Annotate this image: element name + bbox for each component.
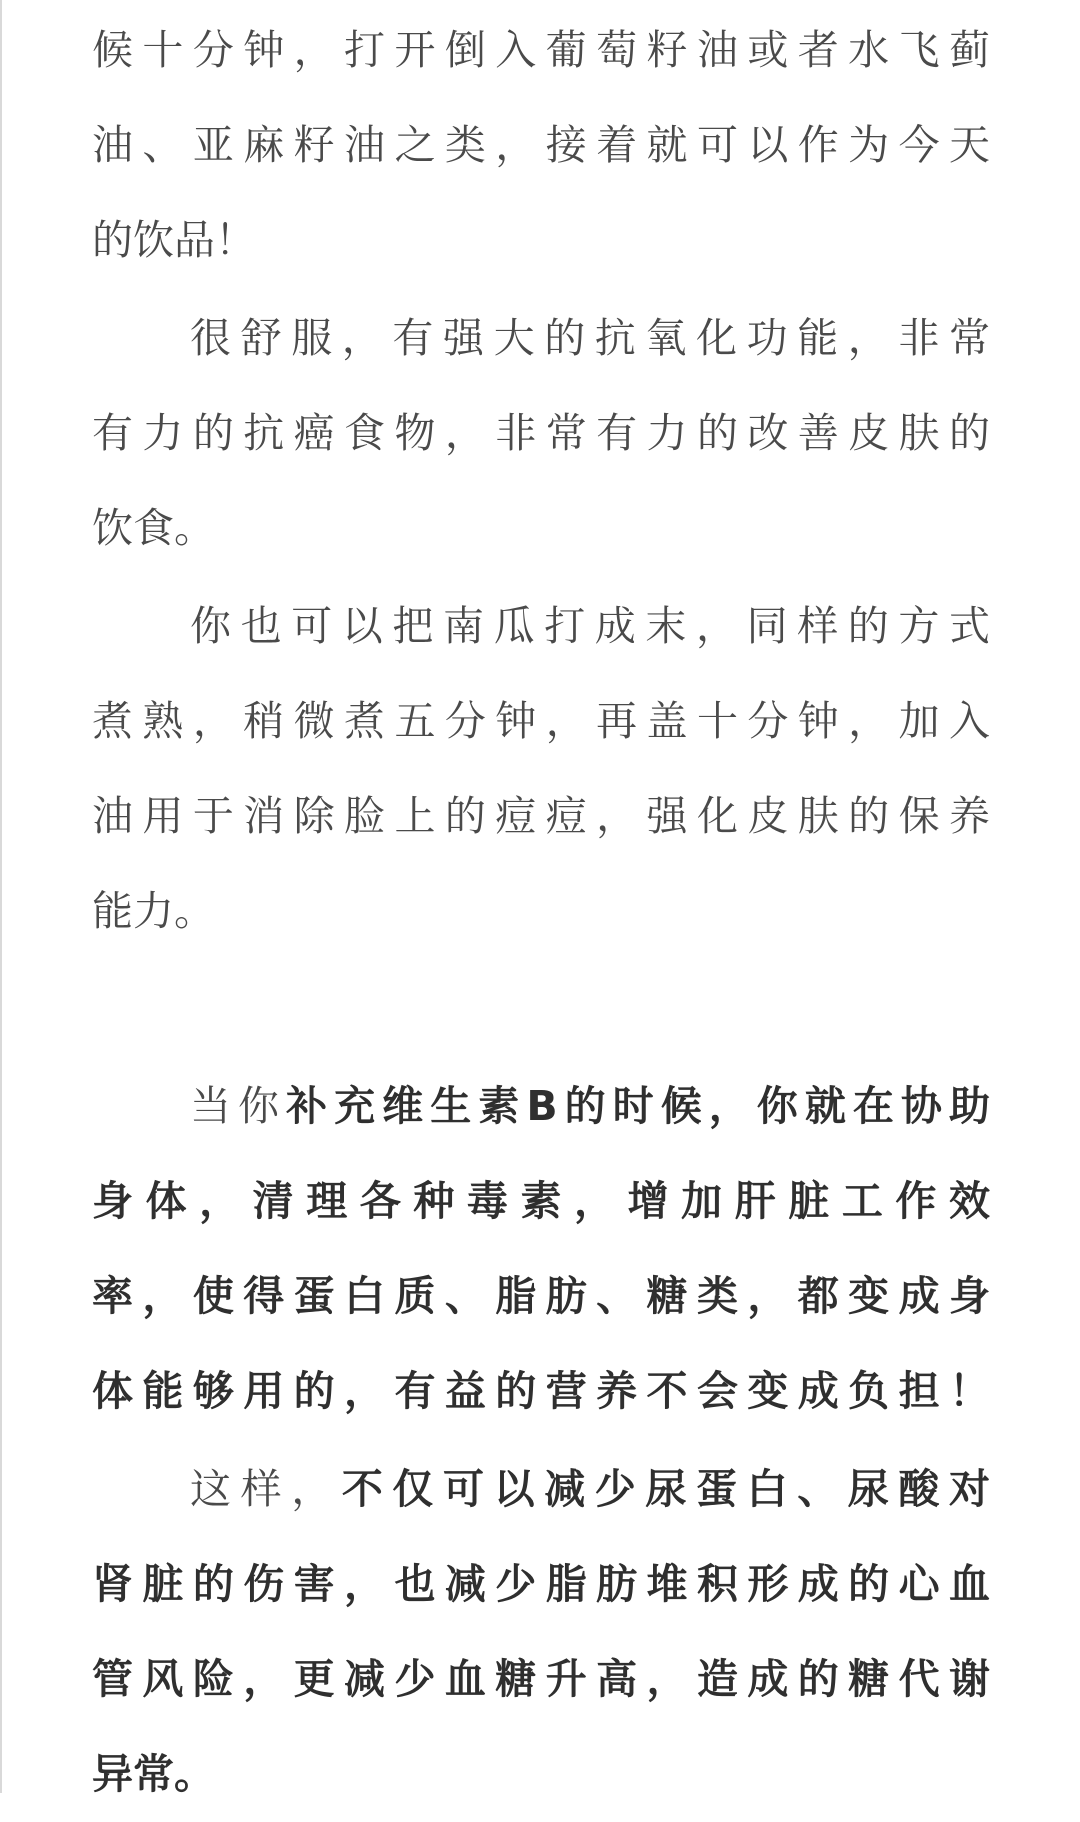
paragraph-3-line-1: 你也可以把南瓜打成末，同样的方式 xyxy=(190,602,990,650)
paragraph-3-line-3: 油用于消除脸上的痘痘，强化皮肤的保养 xyxy=(92,792,990,840)
paragraph-2-line-1: 很舒服，有强大的抗氧化功能，非常 xyxy=(190,314,990,362)
paragraph-5-bold-text: 不仅可以减少尿蛋白、尿酸对 xyxy=(341,1465,991,1513)
paragraph-1-line-2: 油、亚麻籽油之类，接着就可以作为今天 xyxy=(92,121,990,169)
paragraph-5-lead-text: 这样， xyxy=(190,1465,342,1513)
paragraph-4-line-3: 率，使得蛋白质、脂肪、糖类，都变成身 xyxy=(92,1272,990,1320)
paragraph-4-line-2: 身体，清理各种毒素，增加肝脏工作效 xyxy=(92,1177,990,1225)
paragraph-2-line-2: 有力的抗癌食物，非常有力的改善皮肤的 xyxy=(92,409,990,457)
paragraph-4-lead-text: 当你 xyxy=(190,1082,287,1130)
paragraph-1-line-1: 候十分钟，打开倒入葡萄籽油或者水飞蓟 xyxy=(92,26,990,74)
paragraph-5-line-1 xyxy=(92,1441,990,1537)
paragraph-3-line-2: 煮熟，稍微煮五分钟，再盖十分钟，加入 xyxy=(92,697,990,745)
paragraph-2-line-3: 饮食。 xyxy=(92,504,215,552)
paragraph-4-line-4: 体能够用的，有益的营养不会变成负担！ xyxy=(92,1367,990,1415)
paragraph-5-line-4: 异常。 xyxy=(92,1750,215,1798)
paragraph-5-line-2: 肾脏的伤害，也减少脂肪堆积形成的心血 xyxy=(92,1560,990,1608)
paragraph-4-line-1 xyxy=(92,1058,990,1154)
paragraph-4-bold-text: 补充维生素B的时候，你就在协助 xyxy=(286,1082,990,1130)
paragraph-1-line-3: 的饮品！ xyxy=(92,216,256,264)
page-left-border xyxy=(0,0,2,1793)
paragraph-3-line-4: 能力。 xyxy=(92,887,215,935)
paragraph-5-line-3: 管风险，更减少血糖升高，造成的糖代谢 xyxy=(92,1655,990,1703)
